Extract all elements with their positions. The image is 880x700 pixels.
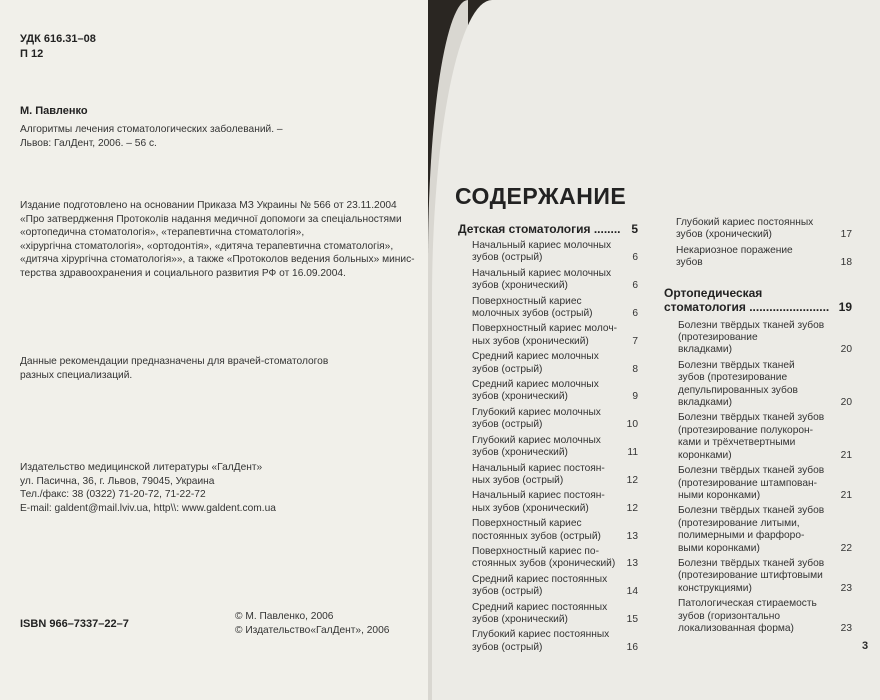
toc-item-line: зубов (острый)	[472, 252, 543, 264]
toc-item	[676, 217, 852, 242]
toc-item-line: Болезни твёрдых тканей зубов	[678, 557, 825, 569]
toc-item-line: зубов (хронический)	[472, 391, 568, 403]
toc-item	[472, 379, 638, 404]
toc-page-number: 6	[632, 308, 638, 320]
toc-item-line: Глубокий кариес молочных	[472, 434, 601, 446]
isbn: ISBN 966–7337–22–7	[20, 618, 129, 630]
page-title: СОДЕРЖАНИЕ	[455, 183, 627, 209]
toc-item-line: депульпированных зубов	[678, 384, 798, 396]
toc-item-line: локализованная форма)	[678, 622, 794, 634]
toc-item-line: ными коронками)	[678, 489, 761, 501]
toc-item-line: зубов (острый)	[472, 363, 543, 375]
toc-item-line: молочных зубов (острый)	[472, 308, 593, 320]
toc-item	[678, 558, 852, 595]
toc-list	[458, 240, 638, 654]
toc-page-number: 21	[840, 449, 852, 461]
toc-item	[472, 323, 638, 348]
toc-item-line: коронками)	[678, 449, 732, 461]
toc-page-number: 11	[627, 447, 638, 459]
toc-item-line: Средний кариес молочных	[472, 379, 599, 391]
toc-item-line: (протезирование полукорон-	[678, 424, 814, 436]
toc-item-line: Средний кариес постоянных	[472, 601, 608, 613]
toc-item	[472, 546, 638, 571]
toc-item-line: Поверхностный кариес	[472, 295, 582, 307]
toc-list	[664, 320, 852, 636]
toc-item	[678, 320, 852, 357]
toc-page-number: 15	[626, 613, 638, 625]
toc-column-1	[458, 222, 638, 657]
toc-item	[472, 268, 638, 293]
toc-page-number: 14	[626, 586, 638, 598]
toc-page-number: 9	[632, 391, 638, 403]
toc-item-line: зубов (хронический)	[676, 229, 772, 241]
toc-item-line: (протезирование штифтовыми	[678, 570, 823, 582]
bibliographic-description: Алгоритмы лечения стоматологических заболеваний. – Львов: ГалДент, 2006. – 56 с.	[20, 124, 283, 149]
toc-column-2	[664, 217, 852, 638]
toc-item-line: зубов (хронический)	[472, 280, 568, 292]
toc-item-line: зубов (горизонтально	[678, 610, 781, 622]
toc-page-number: 10	[626, 419, 638, 431]
toc-item	[472, 407, 638, 432]
toc-item-line: Средний кариес постоянных	[472, 573, 608, 585]
toc-item-line: Болезни твёрдых тканей зубов	[678, 465, 825, 477]
toc-list	[664, 217, 852, 270]
toc-item-line: зубов	[676, 257, 703, 269]
toc-item	[472, 602, 638, 627]
toc-page-number: 12	[626, 474, 638, 486]
left-page	[0, 0, 428, 700]
toc-item	[678, 505, 852, 555]
toc-item-line: зубов (острый)	[472, 641, 543, 653]
toc-page-number: 12	[626, 502, 638, 514]
toc-item-line: Болезни твёрдых тканей	[678, 359, 795, 371]
toc-item-line: (протезирование штампован-	[678, 477, 818, 489]
toc-item	[472, 240, 638, 265]
toc-item-line: вкладками)	[678, 344, 732, 356]
toc-item	[472, 435, 638, 460]
toc-item-line: Болезни твёрдых тканей зубов	[678, 319, 825, 331]
toc-page-number: 20	[840, 344, 852, 356]
toc-item-line: зубов (хронический)	[472, 447, 568, 459]
toc-item-line: Начальный кариес постоян-	[472, 490, 605, 502]
toc-item-line: ных зубов (хронический)	[472, 502, 589, 514]
toc-item	[472, 518, 638, 543]
toc-item-line: зубов (хронический)	[472, 613, 568, 625]
toc-item	[472, 629, 638, 654]
toc-item-line: Начальный кариес молочных	[472, 240, 612, 251]
toc-page-number: 21	[840, 489, 852, 501]
toc-item-line: постоянных зубов (острый)	[472, 530, 601, 542]
toc-item-line: Некариозное поражение	[676, 244, 793, 256]
toc-item-line: Глубокий кариес постоянных	[472, 629, 610, 641]
toc-item-line: Начальный кариес постоян-	[472, 462, 605, 474]
toc-item-line: вкладками)	[678, 397, 732, 409]
toc-item-line: ных зубов (острый)	[472, 474, 564, 486]
toc-item-line: зубов (острый)	[472, 586, 543, 598]
toc-page-number: 6	[632, 280, 638, 292]
toc-page-number: 7	[632, 335, 638, 347]
toc-item	[678, 465, 852, 502]
recommendation-note: Данные рекомендации предназначены для врачей-стоматологов разных специализаций.	[20, 356, 329, 381]
toc-item-line: ных зубов (хронический)	[472, 335, 589, 347]
toc-item	[678, 360, 852, 410]
toc-item-line: (протезирование литыми,	[678, 517, 800, 529]
toc-item-line: (протезирование	[678, 332, 758, 344]
toc-item-line: зубов (протезирование	[678, 372, 788, 384]
toc-page-number: 16	[626, 641, 638, 653]
toc-section-pediatric: Детская стоматология ........ 5	[458, 222, 638, 236]
toc-item-line: Поверхностный кариес по-	[472, 545, 599, 557]
toc-item-line: Болезни твёрдых тканей зубов	[678, 412, 825, 424]
toc-item	[678, 412, 852, 462]
toc-item	[472, 463, 638, 488]
toc-item-line: полимерными и фарфоро-	[678, 530, 805, 542]
toc-page-number: 23	[840, 622, 852, 634]
toc-item-line: стоянных зубов (хронический)	[472, 558, 616, 570]
toc-page-number: 18	[840, 257, 852, 269]
toc-page-number: 8	[632, 363, 638, 375]
toc-item-line: Болезни твёрдых тканей зубов	[678, 505, 825, 517]
toc-item-line: Поверхностный кариес молоч-	[472, 323, 618, 335]
author-name: М. Павленко	[20, 105, 88, 117]
toc-item	[678, 598, 852, 635]
toc-section-orthopedic: Ортопедическая стоматология ........................ 19	[664, 285, 852, 314]
publisher-info: Издательство медицинской литературы «ГалДент» ул. Пасична, 36, г. Львов, 79045, Украина Тел./факс: 38 (0322) 71-20-72, 71-22-72 E-mail: galdent@mail.lviv.ua, http\\: www.galdent.com.ua	[20, 462, 276, 514]
toc-item-line: Средний кариес молочных	[472, 351, 599, 363]
toc-item-line: Глубокий кариес молочных	[472, 406, 601, 418]
toc-item	[472, 490, 638, 515]
toc-item-line: Поверхностный кариес	[472, 518, 582, 530]
toc-item-line: выми коронками)	[678, 542, 760, 554]
copyright: © М. Павленко, 2006 © Издательство«ГалДент», 2006	[235, 611, 390, 636]
toc-page-number: 20	[840, 397, 852, 409]
book-index: П 12	[20, 48, 44, 60]
publication-basis: Издание подготовлено на основании Приказа МЗ Украины № 566 от 23.11.2004 «Про затвердження Протоколів надання медичної допомоги за спеціальностями «ортопедична стоматологія», «терапевтична стоматологія», «хірургічна стоматологія», «ортодонтія», «дитяча терапевтична стоматологія», «дитяча хірургічна стоматологія»», а также «Протоколов ведения больных» минис- терства здравоохранения и социального развития РФ от 16.09.2004.	[20, 200, 415, 279]
toc-item	[472, 296, 638, 321]
page-number: 3	[862, 640, 869, 652]
toc-item-line: зубов (острый)	[472, 419, 543, 431]
toc-page-number: 13	[626, 530, 638, 542]
toc-item	[472, 574, 638, 599]
toc-item-line: Патологическая стираемость	[678, 598, 817, 610]
toc-item-line: конструкциями)	[678, 582, 752, 594]
toc-item	[472, 351, 638, 376]
toc-page-number: 6	[632, 252, 638, 264]
toc-item-line: Начальный кариес молочных	[472, 267, 612, 279]
toc-page-number: 17	[840, 229, 852, 241]
toc-item-line: ками и трёхчетвертными	[678, 437, 796, 449]
toc-item-line: Глубокий кариес постоянных	[676, 217, 814, 228]
toc-page-number: 23	[840, 582, 852, 594]
udk-code: УДК 616.31–08	[20, 33, 96, 45]
toc-item	[676, 245, 852, 270]
toc-page-number: 22	[840, 542, 852, 554]
toc-page-number: 13	[626, 558, 638, 570]
